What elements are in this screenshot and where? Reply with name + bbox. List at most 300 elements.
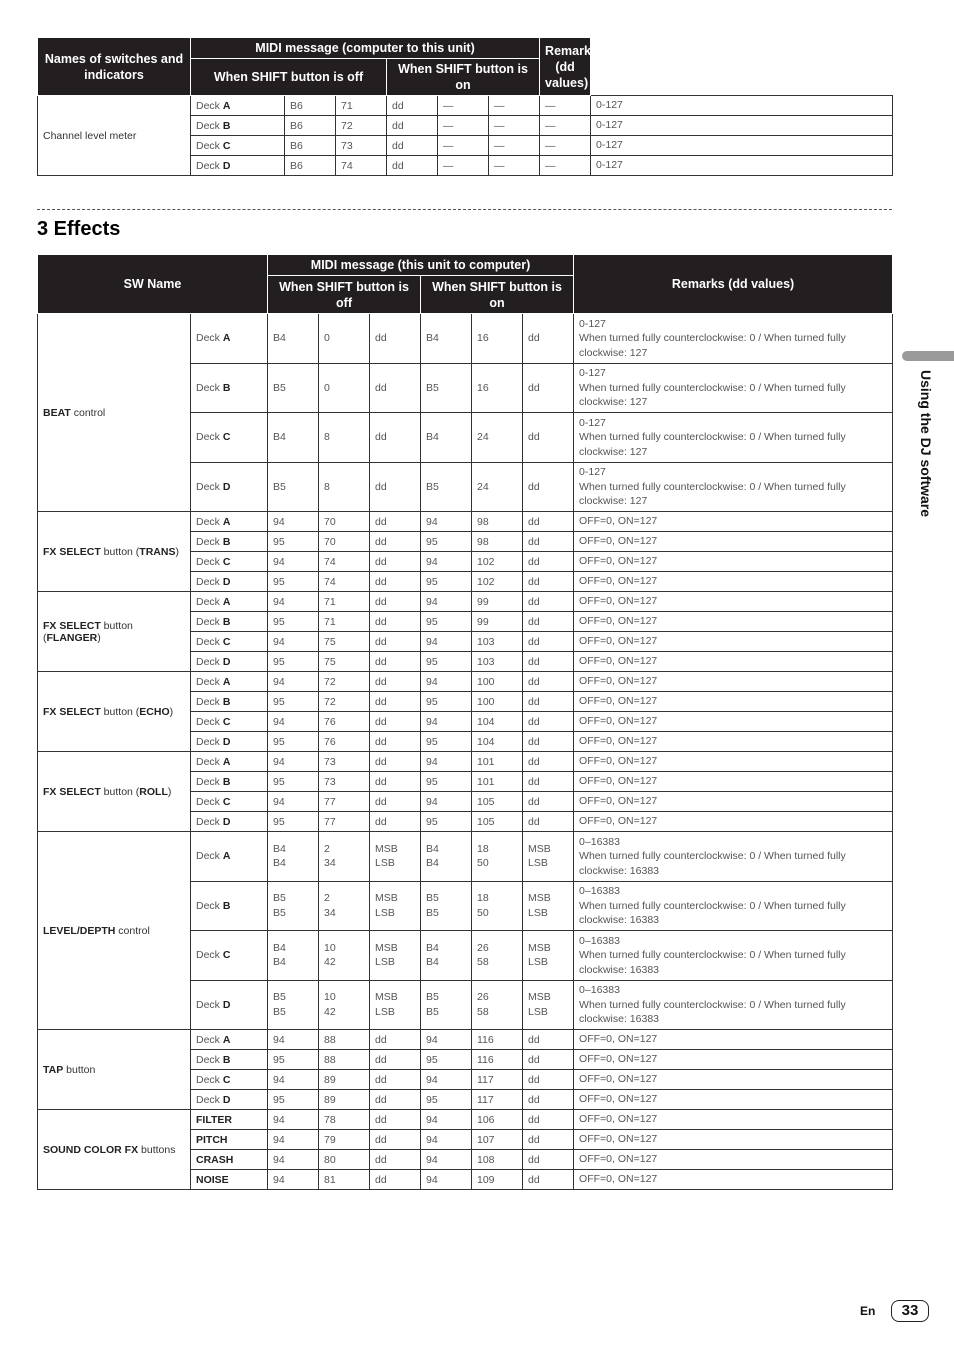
midi-value-cell: dd (523, 812, 574, 832)
midi-value-cell: dd (387, 116, 438, 136)
deck-letter: D (222, 998, 231, 1011)
midi-value-cell: 70 (319, 512, 370, 532)
midi-value-cell: 95 (421, 1090, 472, 1110)
midi-value-cell: 26 58 (472, 931, 523, 981)
midi-value-cell: 0 (319, 314, 370, 364)
midi-value-cell: 105 (472, 792, 523, 812)
switch-name-bold: FX SELECT (43, 545, 101, 558)
deck-cell (191, 512, 268, 532)
switch-name-bold-2: FLANGER (46, 631, 98, 644)
midi-value-cell: dd (370, 592, 421, 612)
deck-letter: A (222, 595, 231, 608)
midi-value-cell: 94 (268, 672, 319, 692)
header-remarks: Remarks (dd values) (574, 255, 893, 314)
midi-value-cell: dd (387, 156, 438, 176)
midi-value-cell: 8 (319, 413, 370, 463)
remarks-cell: OFF=0, ON=127 (574, 572, 893, 592)
remarks-cell: 0-127 When turned fully counterclockwise: 0 / When turned fully clockwise: 127 (574, 363, 893, 413)
midi-value-cell: B5 (268, 363, 319, 413)
midi-value-cell: dd (523, 1070, 574, 1090)
midi-value-cell: dd (523, 1050, 574, 1070)
midi-value-cell: 103 (472, 632, 523, 652)
table-row (38, 1030, 893, 1050)
switch-name-bold-2: ECHO (139, 705, 170, 718)
midi-value-cell: dd (387, 136, 438, 156)
remarks-cell: 0-127 When turned fully counterclockwise: 0 / When turned fully clockwise: 127 (574, 413, 893, 463)
midi-value-cell: MSB LSB (370, 832, 421, 882)
midi-value-cell: 95 (421, 692, 472, 712)
midi-value-cell: 106 (472, 1110, 523, 1130)
header-shift-off: When SHIFT button is off (268, 276, 421, 314)
midi-value-cell: 95 (421, 812, 472, 832)
midi-value-cell: 79 (319, 1130, 370, 1150)
deck-prefix: Deck (196, 555, 223, 568)
midi-value-cell: MSB LSB (370, 881, 421, 931)
midi-value-cell: dd (370, 1090, 421, 1110)
midi-value-cell: dd (370, 612, 421, 632)
deck-prefix: Deck (196, 695, 223, 708)
midi-value-cell: — (540, 96, 591, 116)
switch-name-cell (38, 1110, 191, 1190)
midi-value-cell: 103 (472, 652, 523, 672)
midi-value-cell: dd (523, 632, 574, 652)
deck-letter: C (222, 715, 231, 728)
midi-value-cell: 2 34 (319, 881, 370, 931)
midi-value-cell: dd (370, 1050, 421, 1070)
midi-value-cell: B6 (285, 156, 336, 176)
header-midi-text: message (computer to this unit) (281, 41, 475, 55)
midi-value-cell: 94 (421, 632, 472, 652)
remarks-cell: OFF=0, ON=127 (574, 1170, 893, 1190)
midi-value-cell: dd (523, 672, 574, 692)
midi-value-cell: — (489, 96, 540, 116)
midi-value-cell: dd (523, 772, 574, 792)
deck-cell (191, 752, 268, 772)
midi-value-cell: dd (523, 1110, 574, 1130)
midi-value-cell: dd (387, 96, 438, 116)
midi-value-cell: B5 (421, 363, 472, 413)
deck-cell (191, 1130, 268, 1150)
midi-value-cell: 95 (268, 572, 319, 592)
remarks-cell: 0–16383 When turned fully counterclockwise: 0 / When turned fully clockwise: 16383 (574, 832, 893, 882)
midi-value-cell: dd (370, 812, 421, 832)
midi-value-cell: 104 (472, 712, 523, 732)
midi-value-cell: dd (370, 632, 421, 652)
midi-value-cell: 76 (319, 732, 370, 752)
deck-prefix: Deck (196, 675, 223, 688)
midi-value-cell: dd (523, 1030, 574, 1050)
midi-value-cell: 73 (319, 772, 370, 792)
midi-value-cell: dd (370, 532, 421, 552)
midi-value-cell: B5 B5 (268, 980, 319, 1030)
deck-cell (191, 652, 268, 672)
deck-cell (191, 792, 268, 812)
midi-value-cell: 95 (268, 732, 319, 752)
switch-name-text-2: ) (167, 785, 172, 798)
remarks-cell: OFF=0, ON=127 (574, 712, 893, 732)
deck-cell (191, 632, 268, 652)
midi-value-cell: B4 (268, 314, 319, 364)
table-row (38, 832, 893, 882)
deck-cell (191, 314, 268, 364)
midi-value-cell: 95 (268, 812, 319, 832)
remarks-cell: 0–16383 When turned fully counterclockwise: 0 / When turned fully clockwise: 16383 (574, 881, 893, 931)
deck-prefix: Deck (196, 735, 223, 748)
deck-prefix: Deck (196, 755, 223, 768)
midi-value-cell: dd (523, 1130, 574, 1150)
deck-cell (191, 732, 268, 752)
midi-value-cell: B4 (268, 413, 319, 463)
deck-letter: D (222, 815, 231, 828)
midi-value-cell: 105 (472, 812, 523, 832)
deck-prefix: Deck (196, 575, 223, 588)
header-midi-text: message (this unit to computer) (337, 258, 531, 272)
midi-value-cell: 26 58 (472, 980, 523, 1030)
midi-value-cell: 116 (472, 1030, 523, 1050)
midi-value-cell: 108 (472, 1150, 523, 1170)
midi-value-cell: dd (523, 552, 574, 572)
midi-value-cell: 72 (319, 672, 370, 692)
midi-value-cell: 94 (421, 752, 472, 772)
midi-value-cell: 18 50 (472, 832, 523, 882)
language-label: En (860, 1304, 876, 1318)
midi-value-cell: 74 (319, 552, 370, 572)
deck-cell (191, 692, 268, 712)
deck-prefix: Deck (196, 775, 223, 788)
midi-value-cell: B4 (421, 314, 472, 364)
midi-value-cell: 78 (319, 1110, 370, 1130)
deck-letter: A (222, 1033, 231, 1046)
midi-value-cell: 102 (472, 572, 523, 592)
midi-value-cell: 102 (472, 552, 523, 572)
deck-letter: A (222, 675, 231, 688)
page-number: 33 (891, 1300, 929, 1322)
midi-value-cell: 95 (421, 612, 472, 632)
deck-letter: NOISE (196, 1173, 229, 1186)
deck-letter: B (222, 1053, 231, 1066)
deck-prefix: Deck (196, 381, 223, 394)
midi-value-cell: 24 (472, 413, 523, 463)
midi-value-cell: dd (370, 712, 421, 732)
midi-value-cell: dd (523, 532, 574, 552)
switch-name-cell (38, 832, 191, 1030)
deck-letter: B (222, 775, 231, 788)
midi-value-cell: 88 (319, 1050, 370, 1070)
header-sw-name: SW Name (38, 255, 268, 314)
midi-value-cell: dd (370, 314, 421, 364)
midi-value-cell: dd (523, 752, 574, 772)
deck-cell (191, 672, 268, 692)
midi-value-cell: dd (370, 652, 421, 672)
midi-value-cell: dd (523, 1090, 574, 1110)
midi-value-cell: B5 (268, 462, 319, 512)
midi-value-cell: 99 (472, 592, 523, 612)
switch-name-text: button ( (43, 619, 133, 644)
midi-value-cell: dd (370, 792, 421, 812)
deck-cell (191, 552, 268, 572)
header-midi-prefix: MIDI (310, 258, 338, 272)
midi-value-cell: 94 (268, 512, 319, 532)
deck-cell (191, 712, 268, 732)
midi-value-cell: B4 B4 (268, 931, 319, 981)
switch-name-cell (38, 1030, 191, 1110)
midi-value-cell: 89 (319, 1070, 370, 1090)
midi-value-cell: — (489, 116, 540, 136)
midi-value-cell: B6 (285, 96, 336, 116)
table-row (38, 314, 893, 364)
midi-value-cell: — (489, 136, 540, 156)
deck-letter: B (222, 615, 231, 628)
midi-value-cell: 94 (268, 1030, 319, 1050)
midi-value-cell: — (438, 136, 489, 156)
deck-cell (191, 363, 268, 413)
midi-value-cell: 94 (268, 1110, 319, 1130)
remarks-cell: OFF=0, ON=127 (574, 1070, 893, 1090)
midi-value-cell: 94 (421, 1070, 472, 1090)
midi-value-cell: dd (523, 572, 574, 592)
midi-value-cell: dd (523, 314, 574, 364)
midi-value-cell: 94 (421, 552, 472, 572)
deck-cell (191, 1170, 268, 1190)
midi-value-cell: dd (370, 462, 421, 512)
remarks-cell: OFF=0, ON=127 (574, 552, 893, 572)
switch-name-cell (38, 314, 191, 512)
midi-value-cell: 18 50 (472, 881, 523, 931)
deck-letter: D (222, 159, 231, 172)
midi-value-cell: 116 (472, 1050, 523, 1070)
side-tab-marker (902, 351, 954, 361)
deck-letter: D (222, 655, 231, 668)
deck-prefix: Deck (196, 480, 223, 493)
midi-value-cell: 95 (268, 532, 319, 552)
switch-name-text-2: ) (175, 545, 179, 558)
deck-letter: D (222, 575, 231, 588)
midi-value-cell: dd (523, 692, 574, 712)
midi-value-cell: MSB LSB (523, 980, 574, 1030)
midi-value-cell: 94 (268, 1170, 319, 1190)
table-row (38, 672, 893, 692)
section-divider (37, 209, 892, 210)
midi-value-cell: dd (370, 1170, 421, 1190)
remarks-cell: OFF=0, ON=127 (574, 812, 893, 832)
midi-value-cell: dd (370, 363, 421, 413)
header-remarks: Remarks (dd values) (540, 38, 591, 96)
remarks-cell: OFF=0, ON=127 (574, 772, 893, 792)
remarks-cell: 0-127 (591, 96, 893, 116)
midi-value-cell: B6 (285, 116, 336, 136)
remarks-cell: OFF=0, ON=127 (574, 1030, 893, 1050)
midi-value-cell: 95 (268, 1090, 319, 1110)
remarks-cell: OFF=0, ON=127 (574, 792, 893, 812)
midi-value-cell: dd (523, 363, 574, 413)
midi-value-cell: 94 (421, 792, 472, 812)
midi-value-cell: 94 (421, 592, 472, 612)
switch-name-text-2: ) (169, 705, 174, 718)
midi-value-cell: dd (370, 1130, 421, 1150)
midi-value-cell: B4 B4 (421, 832, 472, 882)
midi-value-cell: dd (523, 592, 574, 612)
switch-name-text: button ( (100, 785, 140, 798)
midi-value-cell: dd (523, 712, 574, 732)
table-row (38, 1110, 893, 1130)
midi-value-cell: 80 (319, 1150, 370, 1170)
remarks-cell: OFF=0, ON=127 (574, 1150, 893, 1170)
midi-value-cell: B5 B5 (421, 980, 472, 1030)
header-shift-off: When SHIFT button is off (191, 59, 387, 96)
midi-value-cell: MSB LSB (370, 980, 421, 1030)
deck-prefix: Deck (196, 899, 223, 912)
deck-prefix: Deck (196, 99, 223, 112)
midi-value-cell: 71 (336, 96, 387, 116)
deck-cell (191, 931, 268, 981)
remarks-cell: OFF=0, ON=127 (574, 1130, 893, 1150)
midi-value-cell: dd (370, 732, 421, 752)
midi-value-cell: — (438, 96, 489, 116)
deck-prefix: Deck (196, 332, 223, 345)
deck-prefix: Deck (196, 139, 223, 152)
remarks-cell: OFF=0, ON=127 (574, 592, 893, 612)
midi-value-cell: 109 (472, 1170, 523, 1190)
midi-value-cell: 94 (268, 1130, 319, 1150)
midi-value-cell: 10 42 (319, 931, 370, 981)
deck-letter: A (222, 99, 231, 112)
midi-value-cell: dd (523, 1150, 574, 1170)
deck-prefix: Deck (196, 159, 223, 172)
midi-value-cell: 94 (268, 632, 319, 652)
remarks-cell: 0-127 When turned fully counterclockwise: 0 / When turned fully clockwise: 127 (574, 314, 893, 364)
midi-value-cell: — (540, 136, 591, 156)
midi-value-cell: 94 (421, 712, 472, 732)
switch-name-cell (38, 672, 191, 752)
midi-value-cell: B4 B4 (268, 832, 319, 882)
midi-value-cell: 94 (268, 712, 319, 732)
midi-value-cell: 95 (268, 1050, 319, 1070)
midi-value-cell: 98 (472, 512, 523, 532)
deck-letter: A (222, 755, 231, 768)
remarks-cell: 0–16383 When turned fully counterclockwise: 0 / When turned fully clockwise: 16383 (574, 980, 893, 1030)
midi-value-cell: dd (370, 413, 421, 463)
midi-value-cell: MSB LSB (523, 881, 574, 931)
deck-cell (191, 881, 268, 931)
midi-value-cell: 94 (421, 1110, 472, 1130)
deck-prefix: Deck (196, 595, 223, 608)
deck-letter: CRASH (196, 1153, 234, 1166)
remarks-cell: OFF=0, ON=127 (574, 612, 893, 632)
deck-letter: D (222, 480, 231, 493)
midi-value-cell: 94 (421, 672, 472, 692)
deck-cell (191, 413, 268, 463)
remarks-cell: OFF=0, ON=127 (574, 1090, 893, 1110)
midi-value-cell: 95 (268, 692, 319, 712)
midi-value-cell: 10 42 (319, 980, 370, 1030)
switch-name-text: button ( (100, 545, 140, 558)
switch-name-bold: FX SELECT (43, 705, 101, 718)
midi-value-cell: 74 (319, 572, 370, 592)
midi-value-cell: 94 (421, 1170, 472, 1190)
deck-prefix: Deck (196, 795, 223, 808)
midi-value-cell: 73 (319, 752, 370, 772)
deck-cell (191, 462, 268, 512)
midi-value-cell: dd (523, 413, 574, 463)
deck-cell (191, 980, 268, 1030)
switch-name-bold: SOUND COLOR FX (43, 1143, 139, 1156)
switch-name-cell (38, 592, 191, 672)
deck-cell (191, 772, 268, 792)
header-shift-on: When SHIFT button is on (387, 59, 540, 96)
midi-value-cell: dd (370, 1110, 421, 1130)
header-shift-on: When SHIFT button is on (421, 276, 574, 314)
midi-value-cell: 95 (268, 772, 319, 792)
deck-cell (191, 612, 268, 632)
midi-value-cell: 104 (472, 732, 523, 752)
deck-prefix: Deck (196, 655, 223, 668)
deck-cell (191, 1050, 268, 1070)
remarks-cell: OFF=0, ON=127 (574, 732, 893, 752)
deck-letter: B (222, 695, 231, 708)
deck-cell (191, 572, 268, 592)
midi-value-cell: 71 (319, 592, 370, 612)
midi-value-cell: 100 (472, 672, 523, 692)
deck-letter: B (222, 535, 231, 548)
remarks-cell: 0–16383 When turned fully counterclockwise: 0 / When turned fully clockwise: 16383 (574, 931, 893, 981)
midi-value-cell: 94 (421, 1130, 472, 1150)
deck-cell (191, 156, 285, 176)
deck-prefix: Deck (196, 1093, 223, 1106)
deck-letter: C (222, 949, 231, 962)
midi-value-cell: 95 (421, 532, 472, 552)
midi-value-cell: B5 (421, 462, 472, 512)
deck-prefix: Deck (196, 715, 223, 728)
remarks-cell: OFF=0, ON=127 (574, 632, 893, 652)
midi-value-cell: 94 (268, 552, 319, 572)
deck-cell (191, 832, 268, 882)
midi-value-cell: 94 (268, 752, 319, 772)
midi-value-cell: dd (523, 1170, 574, 1190)
midi-value-cell: 16 (472, 363, 523, 413)
deck-prefix: Deck (196, 535, 223, 548)
deck-cell (191, 1030, 268, 1050)
midi-value-cell: dd (370, 1070, 421, 1090)
switch-name-text: control (115, 924, 150, 937)
deck-prefix: Deck (196, 815, 223, 828)
midi-value-cell: 89 (319, 1090, 370, 1110)
header-midi (268, 255, 574, 276)
deck-cell (191, 1090, 268, 1110)
midi-value-cell: 75 (319, 652, 370, 672)
midi-value-cell: B4 (421, 413, 472, 463)
deck-cell (191, 136, 285, 156)
deck-letter: C (222, 635, 231, 648)
midi-value-cell: 94 (421, 1030, 472, 1050)
deck-letter: B (222, 899, 231, 912)
deck-letter: A (222, 515, 231, 528)
deck-prefix: Deck (196, 431, 223, 444)
midi-value-cell: dd (370, 572, 421, 592)
deck-prefix: Deck (196, 635, 223, 648)
table-row (38, 752, 893, 772)
midi-value-cell: 72 (336, 116, 387, 136)
deck-prefix: Deck (196, 119, 223, 132)
header-midi-prefix: MIDI (255, 41, 282, 55)
midi-value-cell: dd (370, 772, 421, 792)
deck-cell (191, 532, 268, 552)
remarks-cell: OFF=0, ON=127 (574, 652, 893, 672)
midi-value-cell: B6 (285, 136, 336, 156)
midi-value-cell: 95 (268, 652, 319, 672)
remarks-cell: 0-127 (591, 136, 893, 156)
midi-value-cell: 94 (268, 1150, 319, 1170)
midi-value-cell: 95 (421, 572, 472, 592)
